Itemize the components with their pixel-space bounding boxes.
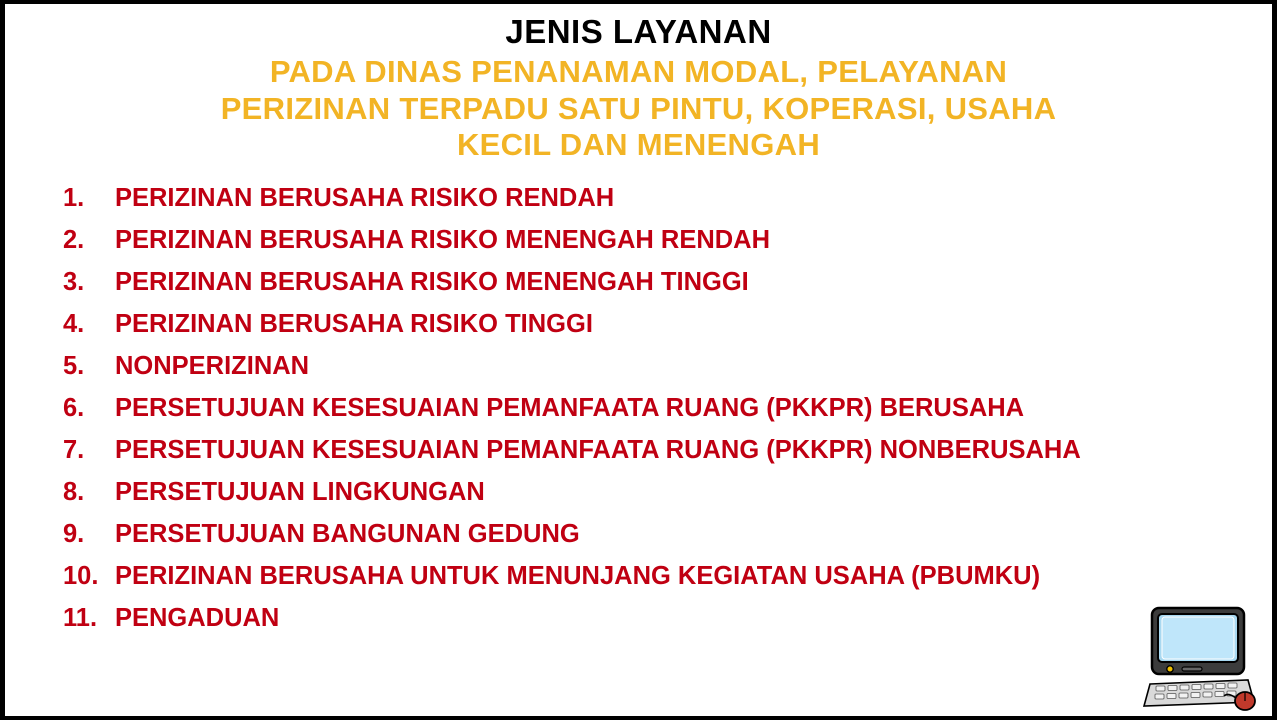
- list-item-label: PERSETUJUAN LINGKUNGAN: [115, 478, 485, 507]
- title-block: [5, 4, 1272, 164]
- list-item-number: 7.: [63, 436, 85, 465]
- list-item-label: PERIZINAN BERUSAHA RISIKO RENDAH: [115, 184, 615, 213]
- list-item-label: PERSETUJUAN KESESUAIAN PEMANFAATA RUANG (PKKPR) BERUSAHA: [115, 394, 1025, 423]
- list-item: [63, 312, 1272, 338]
- list-item-number: 9.: [63, 520, 85, 549]
- list-item-label: PENGADUAN: [115, 604, 280, 633]
- page-title: JENIS LAYANAN: [505, 13, 772, 50]
- list-item: [63, 606, 1272, 632]
- list-item-label: PERIZINAN BERUSAHA RISIKO MENENGAH RENDAH: [115, 226, 771, 255]
- list-item-number: 10.: [63, 562, 99, 591]
- list-item: [63, 564, 1272, 590]
- list-item-label: PERIZINAN BERUSAHA RISIKO TINGGI: [115, 310, 593, 339]
- list-item: [63, 354, 1272, 380]
- list-item: [63, 228, 1272, 254]
- list-item-label: PERIZINAN BERUSAHA RISIKO MENENGAH TINGGI: [115, 268, 749, 297]
- service-list: [5, 186, 1272, 632]
- list-item-label: PERSETUJUAN BANGUNAN GEDUNG: [115, 520, 580, 549]
- page-subtitle-line-2: PERIZINAN TERPADU SATU PINTU, KOPERASI, USAHA: [220, 90, 1057, 126]
- list-item-number: 6.: [63, 394, 85, 423]
- list-item-number: 1.: [63, 184, 85, 213]
- list-item-label: PERSETUJUAN KESESUAIAN PEMANFAATA RUANG (PKKPR) NONBERUSAHA: [115, 436, 1081, 465]
- list-item-number: 2.: [63, 226, 85, 255]
- list-item: [63, 438, 1272, 464]
- list-item: [63, 522, 1272, 548]
- page-subtitle: [5, 54, 1272, 164]
- list-item: [63, 270, 1272, 296]
- list-item-label: PERIZINAN BERUSAHA UNTUK MENUNJANG KEGIATAN USAHA (PBUMKU): [115, 562, 1041, 591]
- list-item-number: 5.: [63, 352, 85, 381]
- list-item-number: 4.: [63, 310, 85, 339]
- list-item: [63, 480, 1272, 506]
- list-item: [63, 186, 1272, 212]
- list-item-number: 11.: [63, 604, 98, 633]
- list-item-number: 3.: [63, 268, 85, 297]
- page-subtitle-line-1: PADA DINAS PENANAMAN MODAL, PELAYANAN: [269, 54, 1008, 90]
- list-item: [63, 396, 1272, 422]
- desktop-computer-clipart: [1140, 606, 1258, 714]
- list-item-number: 8.: [63, 478, 85, 507]
- list-item-label: NONPERIZINAN: [115, 352, 310, 381]
- page-subtitle-line-3: KECIL DAN MENENGAH: [456, 127, 821, 163]
